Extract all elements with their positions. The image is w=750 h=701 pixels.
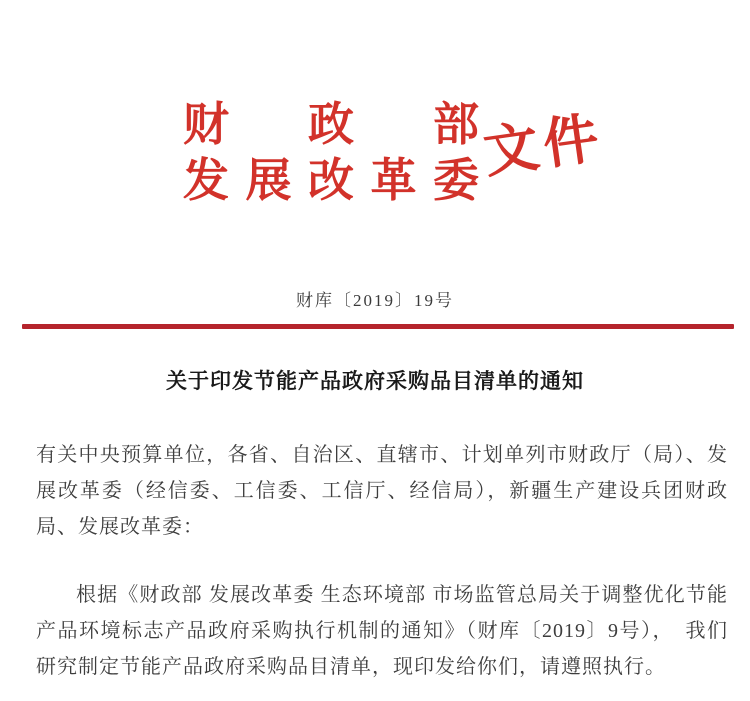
document-title: 关于印发节能产品政府采购品目清单的通知 (166, 369, 584, 393)
agency-char: 改 (308, 155, 354, 206)
agency-char: 发 (183, 155, 229, 206)
letterhead-document-word: 文件 (479, 106, 608, 184)
agency-char: 展 (245, 155, 292, 206)
agency-char: 委 (433, 155, 479, 206)
letterhead-agency-block (183, 100, 479, 206)
main-body-paragraph: 根据《财政部 发展改革委 生态环境部 市场监管总局关于调整优化节能产品环境标志产品政府采购执行机制的通知》（财库〔2019〕9号）， 我们研究制定节能产品政府采购品目清单，现印发给你们，请遵照执行。 (36, 584, 728, 678)
agency-char: 政 (308, 99, 354, 150)
agency-char: 财 (183, 99, 229, 150)
letterhead-agency-line-1 (183, 100, 479, 150)
letterhead-agency-line-2 (183, 156, 479, 206)
red-divider-line (22, 324, 734, 329)
addressee-paragraph: 有关中央预算单位，各省、自治区、直辖市、计划单列市财政厅（局）、发展改革委（经信委、工信委、工信厅、经信局），新疆生产建设兵团财政局、发展改革委： (36, 444, 728, 538)
agency-char: 革 (370, 155, 417, 206)
agency-char: 部 (433, 99, 479, 150)
document-reference-number: 财库〔2019〕19号 (296, 291, 454, 310)
